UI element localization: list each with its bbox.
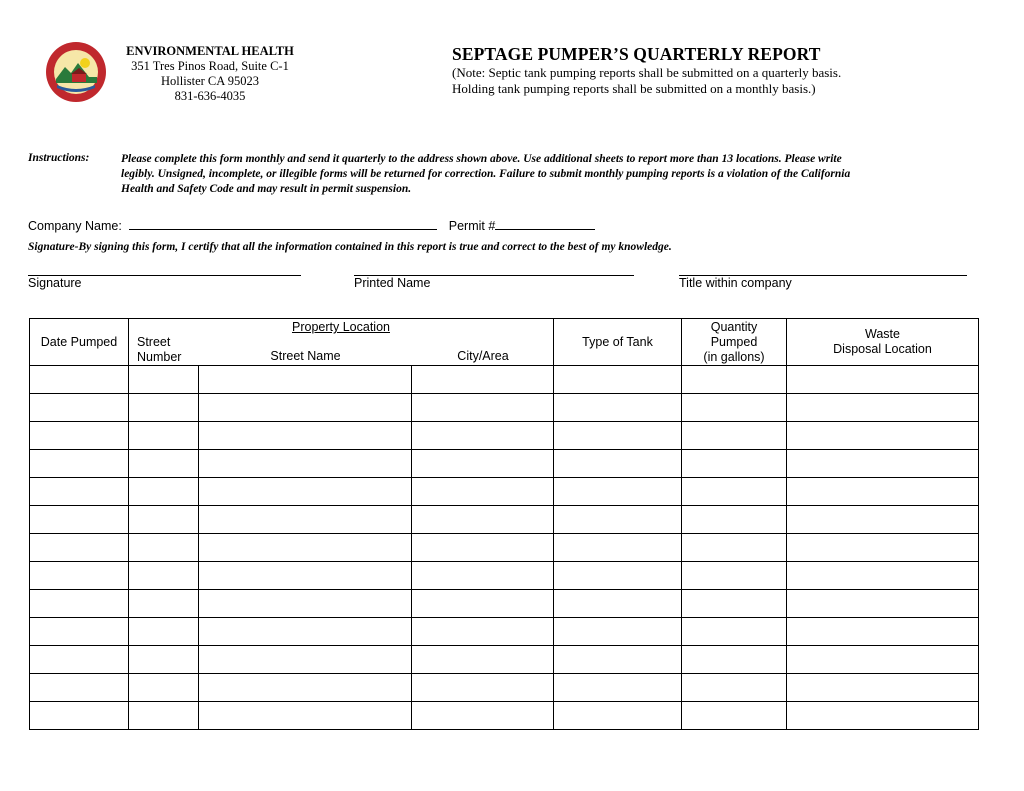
cell-waste-disposal[interactable] xyxy=(787,422,979,450)
cell-waste-disposal[interactable] xyxy=(787,702,979,730)
agency-address-line1: 351 Tres Pinos Road, Suite C-1 xyxy=(131,59,289,73)
cell-street-number[interactable] xyxy=(129,506,199,534)
cell-date-pumped[interactable] xyxy=(30,646,129,674)
cell-city-area[interactable] xyxy=(412,422,554,450)
cell-date-pumped[interactable] xyxy=(30,450,129,478)
company-name-field[interactable] xyxy=(129,217,437,230)
cell-type-of-tank[interactable] xyxy=(554,618,682,646)
cell-street-name[interactable] xyxy=(199,590,412,618)
cell-street-name[interactable] xyxy=(199,534,412,562)
cell-city-area[interactable] xyxy=(412,590,554,618)
cell-quantity-pumped[interactable] xyxy=(682,646,787,674)
header-waste-line1: Waste xyxy=(865,327,900,341)
cell-date-pumped[interactable] xyxy=(30,394,129,422)
cell-city-area[interactable] xyxy=(412,534,554,562)
cell-city-area[interactable] xyxy=(412,366,554,394)
cell-waste-disposal[interactable] xyxy=(787,674,979,702)
table-header-row xyxy=(30,319,979,366)
cell-street-number[interactable] xyxy=(129,534,199,562)
cell-street-number[interactable] xyxy=(129,450,199,478)
table-row xyxy=(30,478,979,506)
header-type-of-tank xyxy=(554,319,682,366)
cell-city-area[interactable] xyxy=(412,394,554,422)
instructions-label: Instructions: xyxy=(28,152,90,164)
cell-street-number[interactable] xyxy=(129,702,199,730)
cell-date-pumped[interactable] xyxy=(30,534,129,562)
cell-quantity-pumped[interactable] xyxy=(682,366,787,394)
cell-street-name[interactable] xyxy=(199,506,412,534)
cell-type-of-tank[interactable] xyxy=(554,394,682,422)
cell-type-of-tank[interactable] xyxy=(554,366,682,394)
header-street-number-line1: Street xyxy=(137,335,171,349)
title-label: Title within company xyxy=(679,276,792,290)
cell-date-pumped[interactable] xyxy=(30,590,129,618)
cell-city-area[interactable] xyxy=(412,646,554,674)
header-type-of-tank-text: Type of Tank xyxy=(582,334,653,349)
cell-type-of-tank[interactable] xyxy=(554,506,682,534)
cell-street-number[interactable] xyxy=(129,422,199,450)
cell-street-name[interactable] xyxy=(199,422,412,450)
header-property-location xyxy=(129,319,554,366)
cell-waste-disposal[interactable] xyxy=(787,478,979,506)
cell-date-pumped[interactable] xyxy=(30,478,129,506)
cell-street-number[interactable] xyxy=(129,394,199,422)
cell-street-number[interactable] xyxy=(129,646,199,674)
header-quantity-pumped xyxy=(682,319,787,366)
header-city-area: City/Area xyxy=(457,349,509,363)
cell-quantity-pumped[interactable] xyxy=(682,590,787,618)
pumping-log-table xyxy=(29,318,979,730)
header-date-pumped-text: Date Pumped xyxy=(40,334,118,349)
cell-type-of-tank[interactable] xyxy=(554,562,682,590)
table-row xyxy=(30,646,979,674)
permit-field[interactable] xyxy=(495,217,595,230)
cell-waste-disposal[interactable] xyxy=(787,394,979,422)
cell-type-of-tank[interactable] xyxy=(554,674,682,702)
cell-type-of-tank[interactable] xyxy=(554,646,682,674)
cell-type-of-tank[interactable] xyxy=(554,534,682,562)
table-row xyxy=(30,366,979,394)
cell-quantity-pumped[interactable] xyxy=(682,506,787,534)
cell-waste-disposal[interactable] xyxy=(787,506,979,534)
printed-name-label: Printed Name xyxy=(354,276,431,290)
county-seal-icon xyxy=(45,41,107,103)
cell-quantity-pumped[interactable] xyxy=(682,450,787,478)
cell-quantity-pumped[interactable] xyxy=(682,702,787,730)
cell-street-name[interactable] xyxy=(199,478,412,506)
agency-name: ENVIRONMENTAL HEALTH xyxy=(126,44,294,58)
cell-date-pumped[interactable] xyxy=(30,422,129,450)
cell-type-of-tank[interactable] xyxy=(554,590,682,618)
header-street-number xyxy=(137,335,181,365)
cell-street-number[interactable] xyxy=(129,618,199,646)
cell-waste-disposal[interactable] xyxy=(787,618,979,646)
company-name-label: Company Name: xyxy=(28,219,122,233)
agency-phone: 831-636-4035 xyxy=(174,89,246,103)
table-row xyxy=(30,618,979,646)
cell-date-pumped[interactable] xyxy=(30,506,129,534)
agency-address-line2: Hollister CA 95023 xyxy=(161,74,259,88)
cell-street-name[interactable] xyxy=(199,702,412,730)
header-quantity-line2: Pumped xyxy=(710,334,758,349)
header-street-number-line2: Number xyxy=(137,350,182,364)
cell-quantity-pumped[interactable] xyxy=(682,422,787,450)
cell-quantity-pumped[interactable] xyxy=(682,618,787,646)
header-waste-disposal xyxy=(787,319,979,366)
cell-city-area[interactable] xyxy=(412,674,554,702)
cell-street-name[interactable] xyxy=(199,646,412,674)
instructions-text xyxy=(121,152,951,197)
report-title: SEPTAGE PUMPER’S QUARTERLY REPORT xyxy=(452,44,821,64)
cell-type-of-tank[interactable] xyxy=(554,422,682,450)
table-row xyxy=(30,562,979,590)
cell-street-name[interactable] xyxy=(199,674,412,702)
table-row xyxy=(30,702,979,730)
cell-waste-disposal[interactable] xyxy=(787,450,979,478)
cell-type-of-tank[interactable] xyxy=(554,702,682,730)
cell-street-number[interactable] xyxy=(129,562,199,590)
cell-waste-disposal[interactable] xyxy=(787,562,979,590)
cell-city-area[interactable] xyxy=(412,618,554,646)
cell-street-number[interactable] xyxy=(129,674,199,702)
header-quantity-line3: (in gallons) xyxy=(703,349,765,364)
cell-quantity-pumped[interactable] xyxy=(682,534,787,562)
header-quantity-line1: Quantity xyxy=(710,319,758,334)
cell-waste-disposal[interactable] xyxy=(787,534,979,562)
report-note-line1: (Note: Septic tank pumping reports shall be submitted on a quarterly basis. xyxy=(452,65,842,80)
cell-street-number[interactable] xyxy=(129,366,199,394)
header-waste-line2: Disposal Location xyxy=(833,342,932,356)
table-row xyxy=(30,422,979,450)
permit-label: Permit # xyxy=(448,219,496,233)
agency-block xyxy=(110,44,310,104)
cell-city-area[interactable] xyxy=(412,702,554,730)
cell-quantity-pumped[interactable] xyxy=(682,562,787,590)
cell-street-name[interactable] xyxy=(199,450,412,478)
instructions-line3: Health and Safety Code and may result in permit suspension. xyxy=(121,183,412,195)
cell-quantity-pumped[interactable] xyxy=(682,478,787,506)
cell-city-area[interactable] xyxy=(412,562,554,590)
report-note xyxy=(452,65,841,97)
cell-waste-disposal[interactable] xyxy=(787,646,979,674)
instructions-line2: legibly. Unsigned, incomplete, or illegible forms will be returned for correction. Failure to submit monthly pumping reports is a violation of the California xyxy=(121,168,851,180)
table-row xyxy=(30,506,979,534)
header-street-name: Street Name xyxy=(270,349,341,363)
table-row xyxy=(30,534,979,562)
table-row xyxy=(30,590,979,618)
table-body xyxy=(30,366,979,730)
table-row xyxy=(30,450,979,478)
cell-street-name[interactable] xyxy=(199,366,412,394)
cell-waste-disposal[interactable] xyxy=(787,366,979,394)
cell-waste-disposal[interactable] xyxy=(787,590,979,618)
cell-street-name[interactable] xyxy=(199,394,412,422)
company-row xyxy=(28,217,595,233)
cell-street-name[interactable] xyxy=(199,618,412,646)
cell-quantity-pumped[interactable] xyxy=(682,674,787,702)
header-date-pumped xyxy=(30,319,129,366)
header-property-location-text: Property Location xyxy=(292,320,390,334)
table-row xyxy=(30,394,979,422)
cell-quantity-pumped[interactable] xyxy=(682,394,787,422)
cell-city-area[interactable] xyxy=(412,478,554,506)
cell-city-area[interactable] xyxy=(412,450,554,478)
cell-city-area[interactable] xyxy=(412,506,554,534)
cell-street-number[interactable] xyxy=(129,590,199,618)
cell-street-number[interactable] xyxy=(129,478,199,506)
cell-type-of-tank[interactable] xyxy=(554,450,682,478)
cell-type-of-tank[interactable] xyxy=(554,478,682,506)
certification-statement: Signature-By signing this form, I certify that all the information contained in this report is true and correct to the best of my knowledge. xyxy=(28,241,672,253)
table-row xyxy=(30,674,979,702)
cell-date-pumped[interactable] xyxy=(30,366,129,394)
cell-date-pumped[interactable] xyxy=(30,702,129,730)
cell-street-name[interactable] xyxy=(199,562,412,590)
signature-label: Signature xyxy=(28,276,82,290)
cell-date-pumped[interactable] xyxy=(30,562,129,590)
report-note-line2: Holding tank pumping reports shall be submitted on a monthly basis.) xyxy=(452,81,816,96)
instructions-line1: Please complete this form monthly and send it quarterly to the address shown above. Use additional sheets to report more than 13 locations. Please write xyxy=(121,153,842,165)
cell-date-pumped[interactable] xyxy=(30,674,129,702)
cell-date-pumped[interactable] xyxy=(30,618,129,646)
